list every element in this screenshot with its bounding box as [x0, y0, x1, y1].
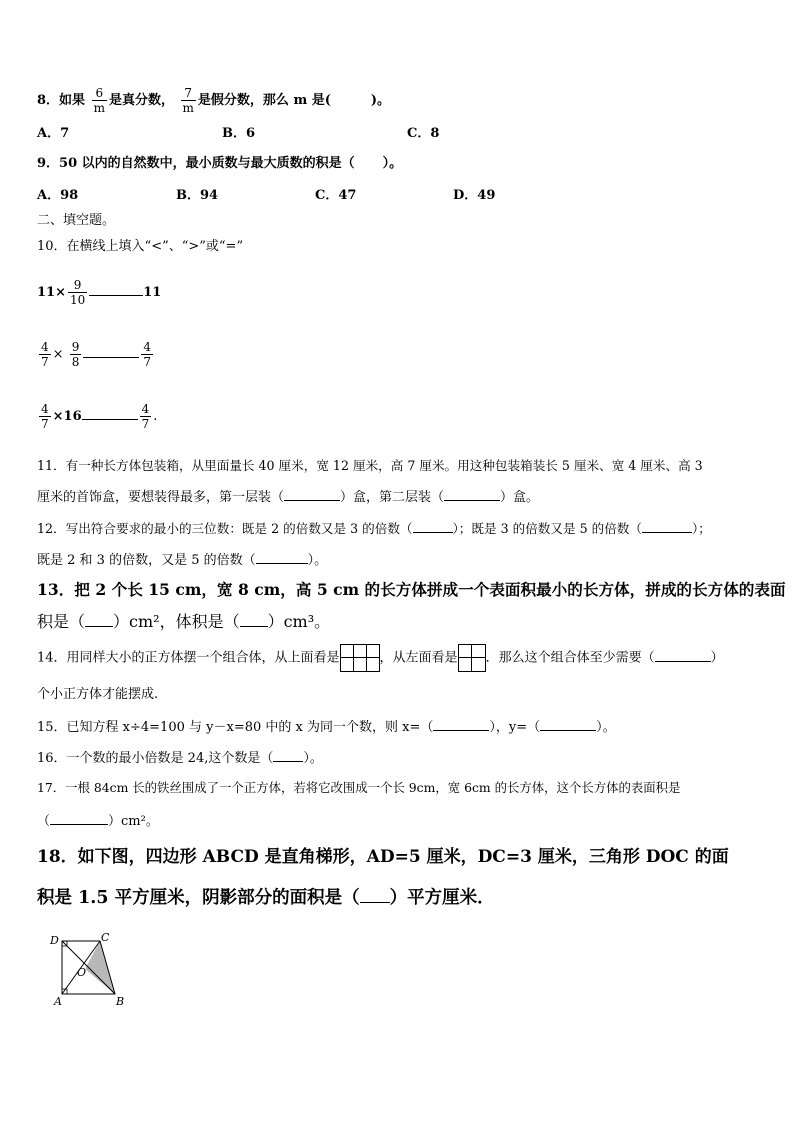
- label-c: C: [101, 931, 110, 944]
- q13-line2a: 积是（: [37, 612, 86, 631]
- q10-row3-times: ×16: [52, 409, 82, 424]
- q17-blank: [50, 812, 108, 825]
- q14-line-1: [37, 644, 724, 673]
- q13-line2b: ）cm²，体积是（: [113, 612, 240, 631]
- q12-line1a: 12．写出符合要求的最小的三位数：既是 2 的倍数又是 3 的倍数（: [37, 521, 413, 536]
- q9-text: 9．50 以内的自然数中，最小质数与最大质数的积是（: [37, 156, 355, 171]
- q11-line-1: 11．有一种长方体包装箱，从里面量长 40 厘米，宽 12 厘米，高 7 厘米。用这种包装箱装长 5 厘米、宽 4 厘米、高 3: [37, 458, 703, 473]
- label-a: A: [54, 995, 62, 1008]
- q10-row1-left: 11×: [37, 285, 66, 300]
- q8-option-b: B．6: [222, 126, 256, 141]
- q9-option-c: C．47: [315, 188, 357, 203]
- section-heading: 二、填空题。: [37, 213, 116, 228]
- q15-text-c: ）。: [596, 720, 616, 735]
- q12-line2a: 既是 2 和 3 的倍数，又是 5 的倍数（: [37, 553, 256, 568]
- label-d: D: [50, 934, 59, 947]
- q15-blank-2: [540, 718, 596, 731]
- q12-line2b: ）。: [307, 553, 328, 568]
- q13-line-1: 13．把 2 个长 15 cm，宽 8 cm，高 5 cm 的长方体拼成一个表面积最小的长方体，拼成的长方体的表面: [37, 580, 786, 599]
- q10-row1-blank: [89, 294, 143, 296]
- q9-line: [37, 156, 402, 172]
- q15-text-b: ），y=（: [489, 720, 541, 735]
- q10-row2-times: ×: [52, 347, 64, 362]
- q16-line: [37, 749, 323, 767]
- q14-blank: [655, 649, 711, 662]
- q10-row3-blank: [82, 418, 138, 420]
- q8-fraction-2: $\frac{7}{m}$: [182, 86, 194, 115]
- q14-line-2: 个小正方体才能摆成.: [37, 687, 159, 702]
- q9-option-b: B．94: [176, 188, 219, 203]
- q10-row2-fraction-c: $\frac{4}{7}$: [143, 340, 151, 369]
- q10-instruction: 10．在横线上填入“<”、“>”或“=”: [37, 239, 244, 254]
- q15-blank-1: [433, 718, 489, 731]
- q14-text-c: ．那么这个组合体至少需要（: [485, 650, 655, 666]
- q10-row2-blank: [83, 356, 139, 358]
- q13-blank-1: [85, 614, 113, 627]
- q18-line2b: ）平方厘米．: [389, 888, 495, 908]
- q10-row3-fraction-a: $\frac{4}{7}$: [41, 402, 49, 431]
- q16-blank: [273, 749, 303, 762]
- q13-line-2: [37, 612, 330, 632]
- q8-option-a: A．7: [37, 126, 70, 141]
- q17-line2b: ）cm²。: [108, 814, 159, 829]
- q12-blank-1: [413, 520, 453, 533]
- q17-line2a: （: [37, 814, 51, 829]
- label-o: O: [77, 966, 87, 979]
- q10-row1-fraction: $\frac{9}{10}$: [69, 278, 86, 307]
- q14-text-d: ）: [710, 650, 724, 666]
- q12-line-2: [37, 551, 327, 569]
- q10-row1-right: 11: [143, 285, 162, 300]
- q10-row2-fraction-b: $\frac{9}{8}$: [71, 340, 80, 369]
- q16-text-a: 16．一个数的最小倍数是 24,这个数是（: [37, 751, 274, 766]
- q8-close: )。: [370, 93, 391, 108]
- trapezoid-figure: [46, 930, 146, 1010]
- left-view-grid-icon: [458, 644, 486, 672]
- q18-line2a: 积是 1.5 平方厘米，阴影部分的面积是（: [37, 888, 360, 908]
- q18-line-2: [37, 886, 495, 909]
- q11-line2a: 厘米的首饰盒，要想装得最多，第一层装（: [37, 490, 285, 505]
- q9-option-a: A．98: [37, 188, 79, 203]
- q8-number: 8．: [37, 93, 60, 108]
- q12-line1b: ）；既是 3 的倍数又是 5 的倍数（: [452, 521, 642, 536]
- q8-option-c: C．8: [407, 126, 440, 141]
- q14-text-b: ，从左面看是: [379, 650, 458, 666]
- q11-blank-1: [284, 488, 340, 501]
- q11-line-2: [37, 488, 539, 506]
- q15-line: [37, 718, 616, 736]
- q10-row3-fraction-c: $\frac{4}{7}$: [141, 402, 150, 431]
- q10-row-2: [37, 340, 155, 369]
- q10-row3-dot: .: [153, 409, 158, 424]
- q12-line1c: ）；: [691, 521, 711, 536]
- q9-close: ）。: [382, 156, 403, 171]
- q10-row2-fraction-a: $\frac{4}{7}$: [41, 340, 49, 369]
- q14-text-a: 14．用同样大小的正方体摆一个组合体，从上面看是: [37, 650, 340, 666]
- q18-blank: [360, 886, 390, 903]
- q18-line-1: 18．如下图，四边形 ABCD 是直角梯形，AD=5 厘米，DC=3 厘米，三角形 DOC 的面: [37, 847, 729, 867]
- q8-lead: 如果: [59, 93, 86, 108]
- q8-tail: 是假分数，那么 m 是(: [197, 93, 331, 108]
- q13-blank-2: [240, 614, 268, 627]
- q9-option-d: D．49: [453, 188, 496, 203]
- q8-fraction-1: $\frac{6}{m}$: [93, 86, 105, 115]
- q15-text-a: 15．已知方程 x÷4=100 与 y－x=80 中的 x 为同一个数，则 x=（: [37, 720, 434, 735]
- q8-line: [37, 86, 390, 115]
- shaded-region: [85, 941, 115, 994]
- q11-line2b: ）盒，第二层装（: [340, 490, 445, 505]
- q10-row-1: [37, 278, 161, 307]
- q11-line2c: ）盒。: [500, 490, 540, 505]
- q12-blank-3: [256, 551, 308, 564]
- q13-line2c: ）cm³。: [267, 612, 331, 631]
- q12-blank-2: [642, 520, 692, 533]
- q11-blank-2: [444, 488, 500, 501]
- q17-line-2: [37, 812, 159, 830]
- q17-line-1: 17．一根 84cm 长的铁丝围成了一个正方体，若将它改围成一个长 9cm，宽 6cm 的长方体，这个长方体的表面积是: [37, 780, 681, 795]
- q12-line-1: [37, 520, 711, 537]
- q16-text-b: ）。: [303, 751, 323, 766]
- top-view-grid-icon: [340, 644, 380, 672]
- label-b: B: [116, 995, 125, 1008]
- q10-row-3: [37, 402, 157, 431]
- q8-mid: 是真分数，: [108, 93, 174, 108]
